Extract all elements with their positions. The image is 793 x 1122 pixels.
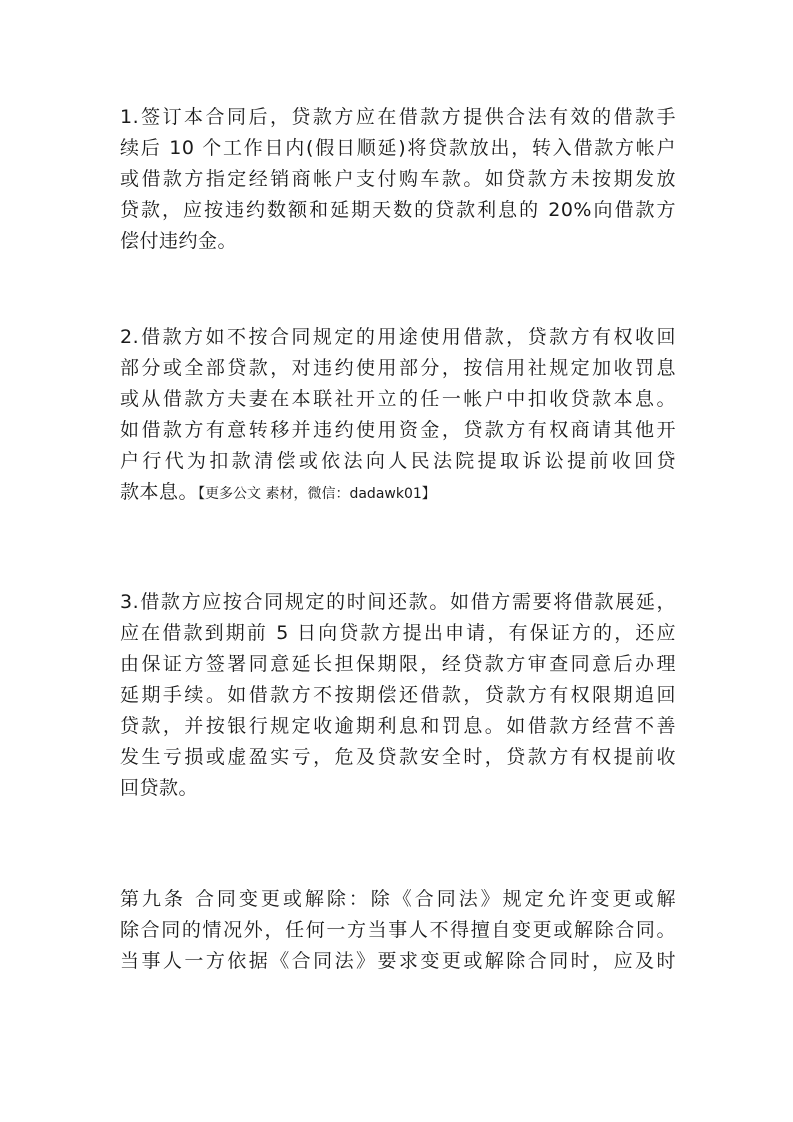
text-line: 部分或全部贷款，对违约使用部分，按信用社规定加收罚息: [120, 357, 676, 379]
paragraph-repayment: [120, 587, 676, 804]
text-line: 贷款，并按银行规定收逾期利息和罚息。如借款方经营不善: [120, 715, 676, 737]
text-line: 当事人一方依据《合同法》要求变更或解除合同时，应及时: [120, 950, 676, 972]
inline-note: 【更多公文 素材，微信：dadawk01】: [198, 486, 436, 502]
text-line: [120, 477, 676, 510]
text-line: 发生亏损或虚盈实亏，危及贷款安全时，贷款方有权提前收: [120, 746, 676, 768]
text-line: 应在借款到期前 5 日向贷款方提出申请，有保证方的，还应: [120, 622, 676, 644]
text-line: 如借款方有意转移并违约使用资金，贷款方有权商请其他开: [120, 419, 676, 441]
text-line: 由保证方签署同意延长担保期限，经贷款方审查同意后办理: [120, 653, 676, 675]
paragraph-loan-disbursement: [120, 102, 676, 257]
paragraph-loan-misuse: [120, 322, 676, 510]
text-line: 续后 10 个工作日内(假日顺延)将贷款放出，转入借款方帐户: [120, 137, 676, 159]
text-line: 户行代为扣款清偿或依法向人民法院提取诉讼提前收回贷: [120, 450, 676, 472]
text-line: 或从借款方夫妻在本联社开立的任一帐户中扣收贷款本息。: [120, 388, 676, 410]
text-line: 偿付违约金。: [120, 230, 238, 252]
text-line: 贷款，应按违约数额和延期天数的贷款利息的 20%向借款方: [120, 199, 676, 221]
text-line: 除合同的情况外，任何一方当事人不得擅自变更或解除合同。: [120, 919, 676, 941]
text-line: 或借款方指定经销商帐户支付购车款。如贷款方未按期发放: [120, 168, 676, 190]
text-line: 延期手续。如借款方不按期偿还借款，贷款方有权限期追回: [120, 684, 676, 706]
text-line: 第九条 合同变更或解除：除《合同法》规定允许变更或解: [120, 888, 676, 910]
text-line: 1.签订本合同后，贷款方应在借款方提供合法有效的借款手: [120, 106, 676, 128]
text-line: 3.借款方应按合同规定的时间还款。如借方需要将借款展延，: [120, 591, 676, 613]
text-line: 回贷款。: [120, 777, 199, 799]
text-line: 2.借款方如不按合同规定的用途使用借款，贷款方有权收回: [120, 326, 676, 348]
text-line-main: 款本息。: [120, 481, 199, 503]
paragraph-article-nine: [120, 884, 676, 977]
